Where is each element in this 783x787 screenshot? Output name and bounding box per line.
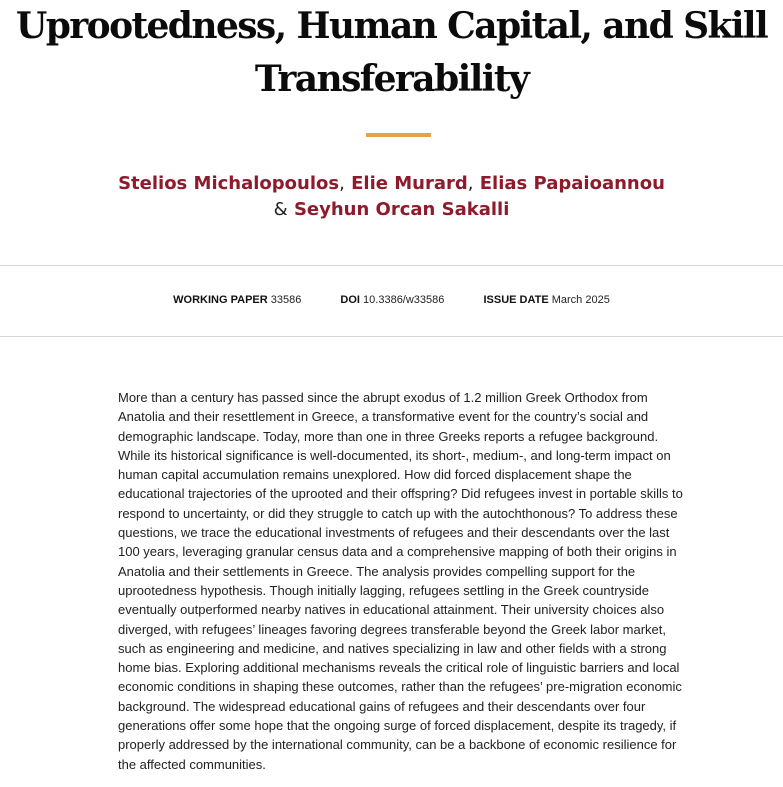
doi bbox=[340, 293, 444, 307]
abstract-line: respond to uncertainty, or did they struggle to catch up with the autochthonous? To address these bbox=[118, 505, 678, 521]
author-link-murard[interactable]: Elie Murard bbox=[351, 173, 468, 194]
issue-date bbox=[483, 293, 609, 307]
abstract-line: Anatolia and their resettlement in Greece, a transformative event for the country’s social and bbox=[118, 409, 649, 425]
abstract-line: generations offer some hope that the ongoing surge of forced displacement, despite its tragedy, if bbox=[118, 718, 677, 734]
abstract-line: properly addressed by the international community, can be a backbone of economic resilience for bbox=[118, 737, 677, 753]
abstract-line: Anatolia and their settlements in Greece. The analysis provides compelling support for the bbox=[118, 563, 636, 579]
abstract-line: the affected communities. bbox=[118, 756, 266, 772]
author-link-sakalli[interactable]: Seyhun Orcan Sakalli bbox=[293, 199, 510, 220]
meta-top-divider bbox=[0, 265, 783, 266]
issue-date-value: March 2025 bbox=[551, 294, 610, 306]
doi-label: DOI bbox=[340, 294, 360, 306]
abstract-line: human capital accumulation remains unexplored. How did forced displacement shape the bbox=[118, 467, 632, 483]
author-ampersand: & bbox=[273, 199, 288, 220]
abstract-line: diverged, with refugees’ lineages favoring degrees transferable beyond the Greek labor market, bbox=[118, 621, 666, 637]
abstract-line: background. The widespread educational gains of refugees and their descendants over four bbox=[118, 698, 646, 714]
author-list bbox=[0, 171, 783, 223]
author-separator: , bbox=[467, 173, 474, 194]
issue-date-label: ISSUE DATE bbox=[483, 294, 549, 306]
author-row-1 bbox=[0, 171, 783, 197]
paper-title-line-1: Uprootedness, Human Capital, and Skill bbox=[15, 5, 768, 47]
abstract-line: questions, we trace the educational investments of refugees and their descendants over the last bbox=[118, 525, 670, 541]
working-paper-label: WORKING PAPER bbox=[173, 294, 268, 306]
abstract-line: such as engineering and medicine, and natives specializing in law and other fields with a strong bbox=[118, 640, 667, 656]
author-link-michalopoulos[interactable]: Stelios Michalopoulos bbox=[118, 173, 340, 194]
paper-meta-bar bbox=[0, 293, 783, 307]
working-paper-number bbox=[173, 293, 301, 307]
author-separator: , bbox=[339, 173, 345, 194]
working-paper-value: 33586 bbox=[270, 294, 302, 306]
abstract-text bbox=[118, 388, 681, 774]
abstract-line: While its historical significance is well-documented, its short-, medium-, and long-term impact on bbox=[118, 447, 671, 463]
author-row-2 bbox=[0, 197, 783, 223]
abstract-line: economic conditions in shaping these outcomes, rather than the refugees’ pre-migration economic bbox=[118, 679, 682, 695]
abstract-line: uprootedness hypothesis. Though initially lagging, refugees settling in the Greek countryside bbox=[118, 582, 649, 598]
title-accent-bar bbox=[366, 133, 431, 137]
paper-title bbox=[0, 0, 783, 106]
meta-bottom-divider bbox=[0, 336, 783, 337]
abstract-line: educational trajectories of the uprooted and their offspring? Did refugees invest in portable skills to bbox=[118, 486, 683, 502]
abstract-line: More than a century has passed since the abrupt exodus of 1.2 million Greek Orthodox from bbox=[118, 390, 648, 405]
abstract-line: demographic landscape. Today, more than one in three Greeks reports a refugee background. bbox=[118, 428, 659, 444]
abstract-line: home bias. Exploring additional mechanisms reveals the critical role of linguistic barriers and local bbox=[118, 660, 680, 676]
abstract-line: 100 years, leveraging granular census data and a comprehensive mapping of both their origins in bbox=[118, 544, 677, 560]
abstract-line: eventually outperformed nearby natives in educational attainment. Their university choices also bbox=[118, 602, 665, 618]
doi-value[interactable]: 10.3386/w33586 bbox=[363, 294, 445, 306]
paper-title-line-2: Transferability bbox=[254, 58, 529, 100]
author-link-papaioannou[interactable]: Elias Papaioannou bbox=[479, 173, 665, 194]
